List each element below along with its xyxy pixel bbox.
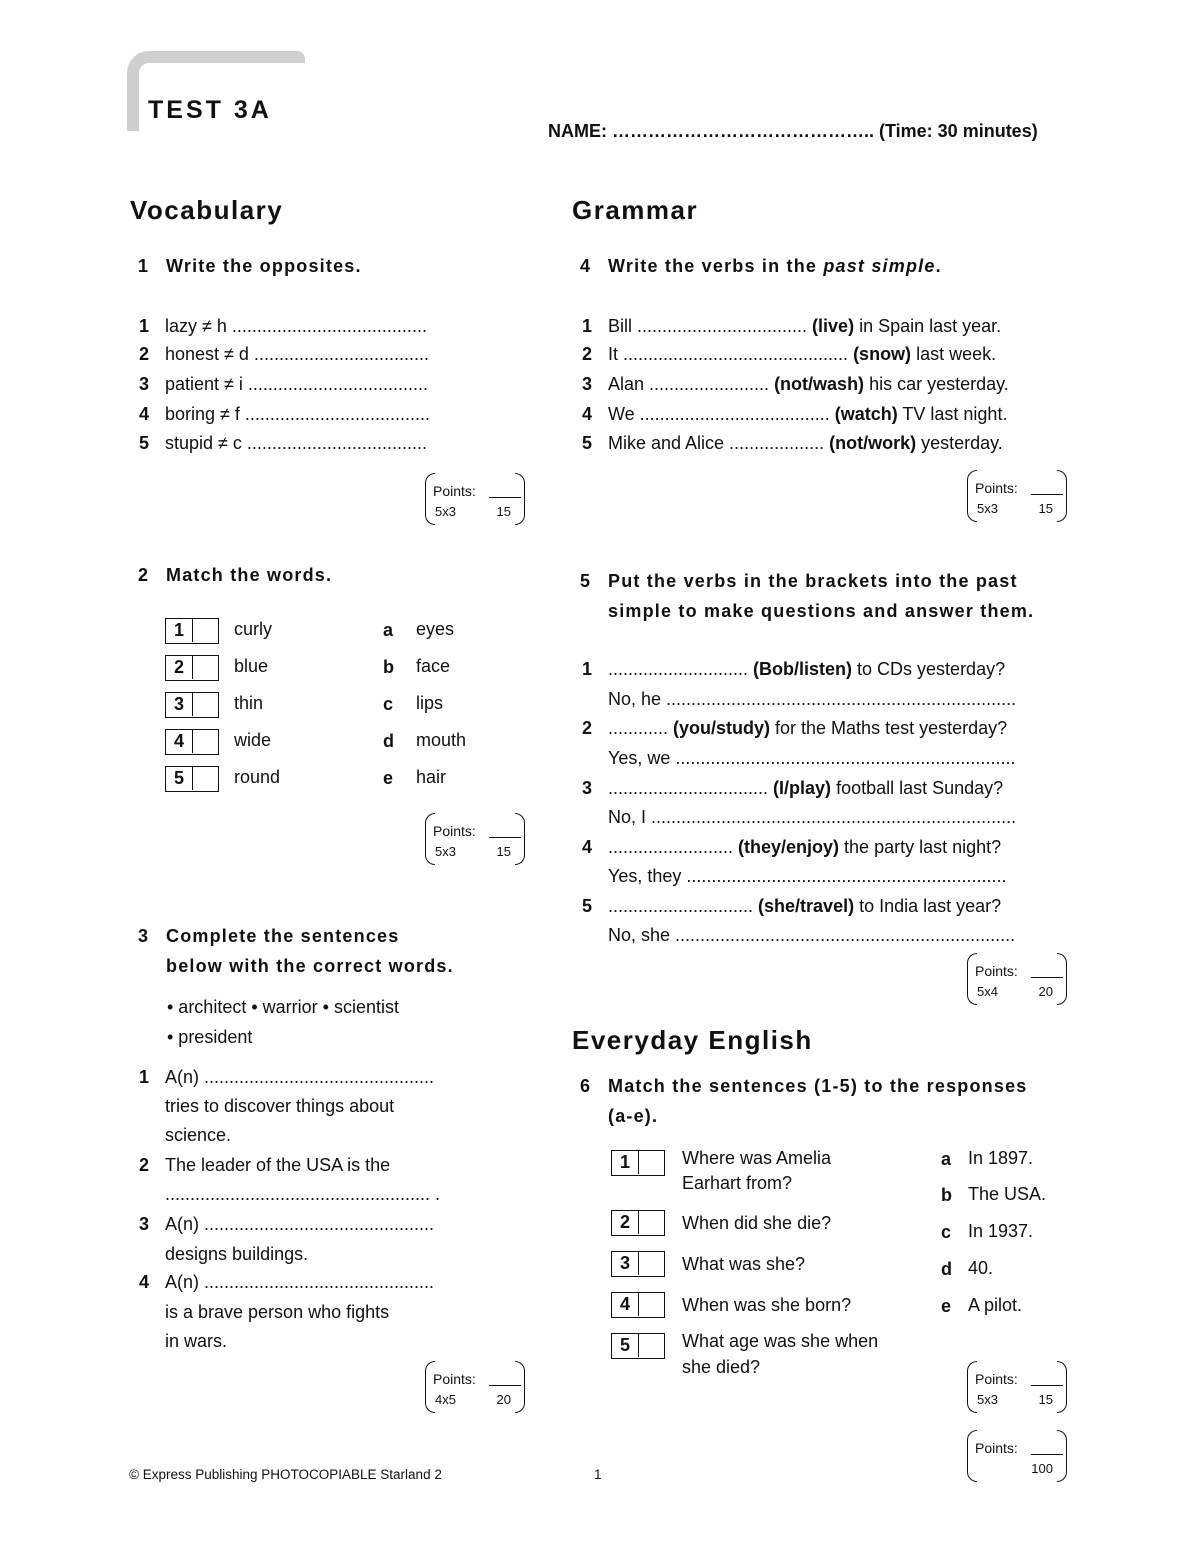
ex3-item-line: in wars. — [165, 1331, 228, 1351]
response-text: In 1937. — [968, 1221, 1034, 1241]
answer-box[interactable]: 3 — [611, 1251, 665, 1277]
question-text: Where was Amelia — [682, 1148, 832, 1168]
match-word: curly — [234, 619, 273, 639]
ex3-points-box: Points: 4x5 20 — [425, 1361, 525, 1415]
response-letter: d — [941, 1259, 952, 1279]
answer-box[interactable]: 5 — [611, 1333, 665, 1359]
ex3-item-line: tries to discover things about — [165, 1096, 395, 1116]
section-everyday-english: Everyday English — [572, 1025, 813, 1055]
match-letter: e — [383, 768, 394, 788]
match-letter: d — [383, 731, 394, 751]
question-text: When did she die? — [682, 1213, 832, 1233]
response-letter: e — [941, 1296, 952, 1316]
response-text: 40. — [968, 1258, 994, 1278]
ex5-points-box: Points: 5x4 20 — [967, 953, 1067, 1007]
response-text: The USA. — [968, 1184, 1047, 1204]
ex6-title-line2: (a-e). — [608, 1106, 659, 1126]
response-letter: b — [941, 1185, 952, 1205]
ex5-answer: Yes, we .................................................................... — [608, 748, 1016, 768]
word-bank: • architect • warrior • scientist — [167, 997, 399, 1017]
ex5-title-line2: simple to make questions and answer them. — [608, 601, 1035, 621]
match-target: hair — [416, 767, 447, 787]
test-title: TEST 3A — [148, 96, 272, 124]
match-word: thin — [234, 693, 264, 713]
answer-box[interactable]: 2 — [165, 655, 219, 681]
ex3-item-line: is a brave person who fights — [165, 1302, 390, 1322]
ex5-answer: No, he ...................................................................... — [608, 689, 1017, 709]
total-points-box: Points: 100 — [967, 1430, 1067, 1484]
response-text: In 1897. — [968, 1148, 1034, 1168]
ex3-item-line: science. — [165, 1125, 232, 1145]
ex3-title-line2: below with the correct words. — [166, 956, 454, 976]
ex5-answer: No, I ......................................................................... — [608, 807, 1017, 827]
section-vocabulary: Vocabulary — [130, 195, 284, 225]
ex1-points-box: Points: 5x3 15 — [425, 473, 525, 527]
answer-box[interactable]: 2 — [611, 1210, 665, 1236]
question-text: When was she born? — [682, 1295, 852, 1315]
answer-box[interactable]: 3 — [165, 692, 219, 718]
response-letter: c — [941, 1222, 952, 1242]
section-grammar: Grammar — [572, 195, 699, 225]
ex3-item-line: designs buildings. — [165, 1244, 309, 1264]
ex4-points-box: Points: 5x3 15 — [967, 470, 1067, 524]
match-letter: b — [383, 657, 394, 677]
question-text: What age was she when — [682, 1331, 879, 1351]
response-text: A pilot. — [968, 1295, 1023, 1315]
match-target: mouth — [416, 730, 467, 750]
match-target: face — [416, 656, 451, 676]
match-letter: a — [383, 620, 394, 640]
match-word: wide — [234, 730, 272, 750]
match-target: eyes — [416, 619, 455, 639]
ex3-item-line: ..................................................... . — [165, 1184, 441, 1204]
answer-box[interactable]: 5 — [165, 766, 219, 792]
ex5-answer: No, she .................................................................... — [608, 925, 1016, 945]
question-text: What was she? — [682, 1254, 806, 1274]
word-bank: • president — [167, 1027, 253, 1047]
answer-box[interactable]: 1 — [165, 618, 219, 644]
match-word: blue — [234, 656, 269, 676]
match-letter: c — [383, 694, 394, 714]
ex6-points-box: Points: 5x3 15 — [967, 1361, 1067, 1415]
answer-box[interactable]: 4 — [165, 729, 219, 755]
answer-box[interactable]: 1 — [611, 1150, 665, 1176]
match-target: lips — [416, 693, 444, 713]
name-line: NAME: …………………………………….. (Time: 30 minutes) — [548, 121, 1038, 141]
match-word: round — [234, 767, 281, 787]
ex5-answer: Yes, they ................................................................ — [608, 866, 1007, 886]
question-text: she died? — [682, 1357, 761, 1377]
footer-copyright: © Express Publishing PHOTOCOPIABLE Starland 2 — [129, 1467, 442, 1482]
answer-box[interactable]: 4 — [611, 1292, 665, 1318]
question-text: Earhart from? — [682, 1173, 793, 1193]
response-letter: a — [941, 1149, 952, 1169]
page-number: 1 — [594, 1467, 602, 1482]
ex2-points-box: Points: 5x3 15 — [425, 813, 525, 867]
